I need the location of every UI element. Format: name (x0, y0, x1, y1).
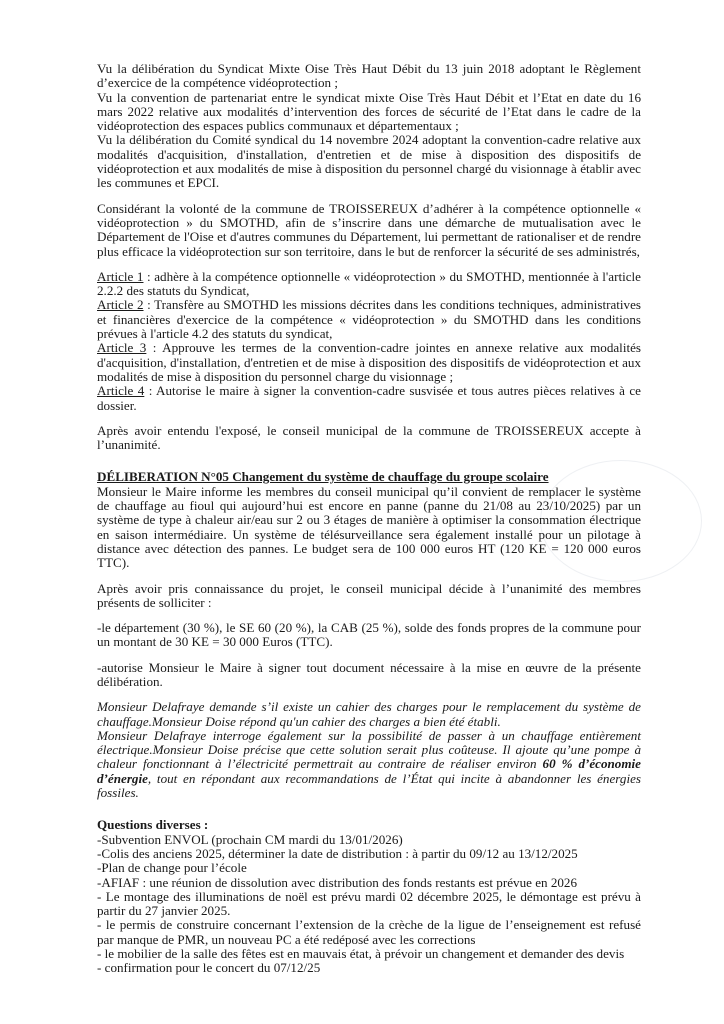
considerant-paragraph: Considérant la volonté de la commune de TROISSEREUX d’adhérer à la compétence optionnelle « vidéoprotection » du SMOTHD, afin de s’inscrire dans une démarche de mutualisation avec le Département de l'Oise et d'autres communes du Département, lui permettant de rationaliser et de rendre plus efficace la vidéoprotection sur son territoire, dans le but de renforcer la sécurité de ses administrés, (97, 200, 641, 259)
discussion-2-highlight: 60 % d’économie d’énergie (97, 756, 641, 786)
article-2 (97, 298, 641, 341)
article-2-text: : Transfère au SMOTHD les missions décrites dans les conditions techniques, administratives et financières d'exercice de la compétence « vidéoprotection » du SMOTHD dans les conditions prévues à l'article 4.2 des statuts du syndicat, (97, 297, 641, 342)
discussion-2-text-end: , tout en répondant aux recommandations de l’État qui incite à abandonner les énergies fossiles. (97, 770, 641, 801)
deliberation-05-intro: Monsieur le Maire informe les membres du conseil municipal qu’il convient de remplacer le système de chauffage au fioul qui aujourd’hui est encore en panne (panne du 21/08 au 23/10/2025) par un système de type à chaleur air/eau sur 2 ou 3 étages de manière à optimiser la consommation électrique en saison intermédiaire. Un système de télésurveillance sera également installé pour un pilotage à distance avec détection des pannes. Le budget sera de 100 000 euros HT (120 KE = 120 000 euros TTC). (97, 483, 641, 571)
decision-paragraph: Après avoir entendu l'exposé, le conseil municipal de la commune de TROISSEREUX accepte à l’unanimité. (97, 422, 641, 453)
deliberation-05-title: DÉLIBERATION N°05 Changement du système de chauffage du groupe scolaire (97, 469, 549, 485)
question-item: -AFIAF : une réunion de dissolution avec distribution des fonds restants est prévue en 2026 (97, 874, 578, 890)
question-item: -Subvention ENVOL (prochain CM mardi du 13/01/2026) (97, 831, 403, 847)
article-3 (97, 341, 641, 384)
discussion-2-text: Monsieur Delafraye interroge également sur la possibilité de passer à un chauffage entièrement électrique.Monsieur Doise précise que cette solution serait plus coûteuse. Il ajoute qu’une pompe à chaleur fonctionnant à l’électricité permettrait au contraire de réaliser environ (97, 727, 641, 772)
question-item: - confirmation pour le concert du 07/12/25 (97, 960, 321, 976)
discussion-1: Monsieur Delafraye demande s’il existe un cahier des charges pour le remplacement du système de chauffage.Monsieur Doise répond qu'un cahier des charges a bien été établi. (97, 699, 641, 729)
article-1-text: : adhère à la compétence optionnelle « vidéoprotection » du SMOTHD, mentionnée à l'article 2.2.2 des statuts du Syndicat, (97, 268, 641, 299)
consideration-3: Vu la délibération du Comité syndical du 14 novembre 2024 adoptant la convention-cadre relative aux modalités d'acquisition, d'installation, d'entretien et de mise à disposition des dispositifs de vidéoprotection et aux modalités de mise à disposition du personnel chargé du visionnage à établir avec les communes et EPCI. (97, 132, 641, 191)
article-4 (97, 384, 641, 413)
document-page (97, 62, 641, 976)
article-1 (97, 270, 641, 299)
questions-title: Questions diverses : (97, 817, 209, 833)
question-item: -Colis des anciens 2025, déterminer la date de distribution : à partir du 09/12 au 13/12/2025 (97, 845, 578, 861)
question-item: -Plan de change pour l’école (97, 860, 247, 876)
deliberation-05-item-1: -le département (30 %), le SE 60 (20 %), la CAB (25 %), solde des fonds propres de la commune pour un montant de 30 KE = 30 000 Euros (TTC). (97, 620, 641, 650)
question-item: - le permis de construire concernant l’extension de la crèche de la ligue de l’enseignement est refusé par manque de PMR, un nouveau PC a été redéposé avec les corrections (97, 917, 641, 947)
article-4-label: Article 4 (97, 383, 145, 399)
deliberation-05-item-2: -autorise Monsieur le Maire à signer tout document nécessaire à la mise en œuvre de la présente délibération. (97, 659, 641, 689)
article-2-label: Article 2 (97, 297, 144, 313)
article-3-text: : Approuve les termes de la convention-cadre jointes en annexe relative aux modalités d'acquisition, d'installation, d'entretien et de mise à disposition des dispositifs de vidéoprotection et aux modalités de mise à disposition du personnel charge du visionnage ; (97, 340, 641, 384)
discussion-2 (97, 729, 641, 800)
question-item: - le mobilier de la salle des fêtes est en mauvais état, à prévoir un changement et demander des devis (97, 946, 625, 962)
deliberation-05-decision: Après avoir pris connaissance du projet, le conseil municipal décide à l’unanimité des membres présents de solliciter : (97, 580, 641, 610)
consideration-1: Vu la délibération du Syndicat Mixte Oise Très Haut Débit du 13 juin 2018 adoptant le Règlement d’exercice de la compétence vidéoprotection ; (97, 61, 641, 91)
article-4-text: : Autorise le maire à signer la convention-cadre susvisée et tous autres pièces relatives à ce dossier. (97, 383, 641, 413)
consideration-2: Vu la convention de partenariat entre le syndicat mixte Oise Très Haut Débit et l’Etat en date du 16 mars 2022 relative aux modalités d’intervention des forces de sécurité de l’Etat dans le cadre de la vidéoprotection des espaces publics communaux et départementaux ; (97, 89, 641, 134)
article-1-label: Article 1 (97, 268, 144, 284)
article-3-label: Article 3 (97, 340, 147, 356)
question-item: - Le montage des illuminations de noël est prévu mardi 02 décembre 2025, le démontage est prévu à partir du 27 janvier 2025. (97, 888, 641, 919)
